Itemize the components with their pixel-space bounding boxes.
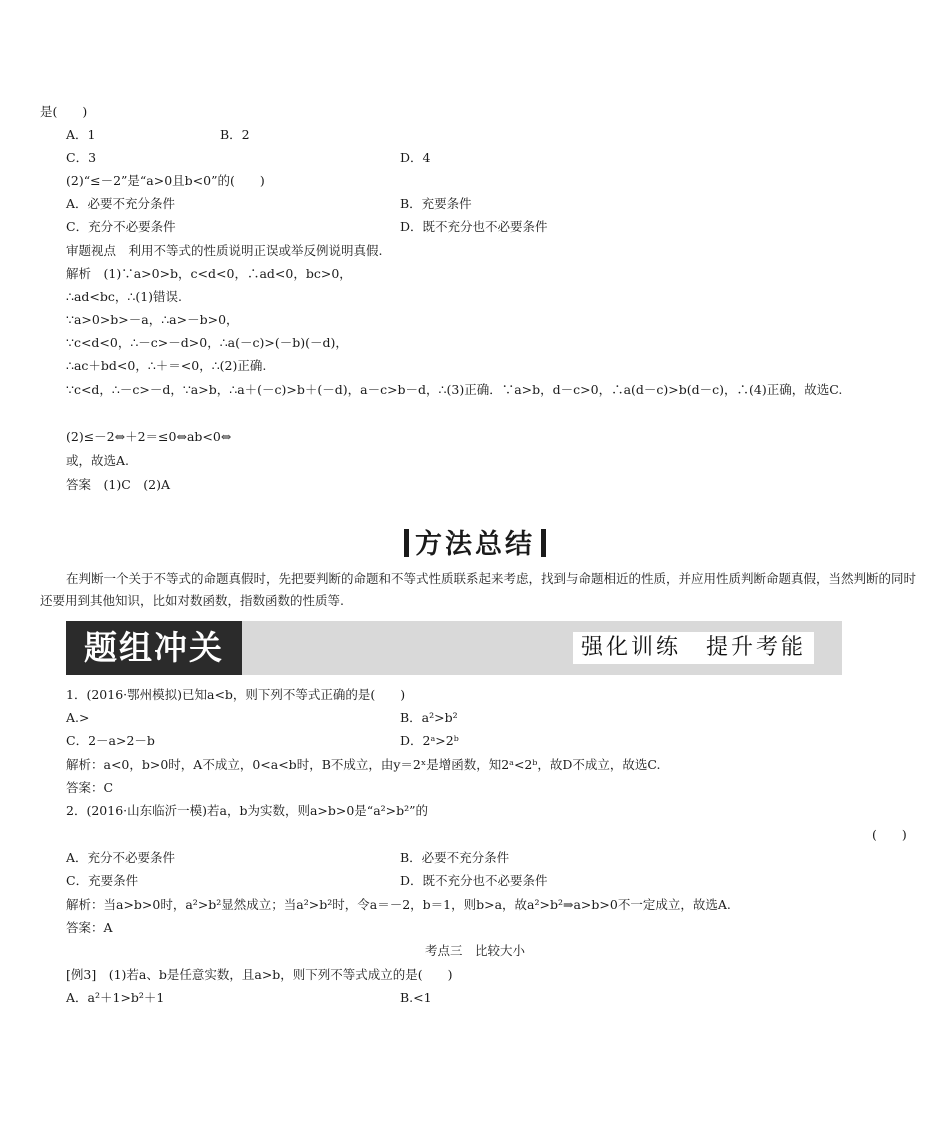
analysis-line: (2)≤－2⇔＋2＝≤0⇔ab<0⇔ [66, 429, 232, 444]
analysis-line: 解析 (1)∵a>0>b，c<d<0，∴ad<0，bc>0， [66, 266, 352, 281]
option-c: C．充分不必要条件 [66, 219, 176, 234]
option-a: A．必要不充分条件 [66, 196, 176, 211]
option-b: B．充要条件 [400, 196, 472, 211]
option-a: A．充分不必要条件 [66, 850, 176, 865]
question-stem-tail: 是( ) [40, 104, 88, 119]
option-a: A．1 [66, 127, 96, 142]
option-a: A.> [66, 710, 90, 725]
option-d: D．既不充分也不必要条件 [400, 219, 548, 234]
heading-bar-left [404, 529, 409, 557]
answer-line: 答案 (1)C (2)A [66, 477, 171, 492]
option-d: D．既不充分也不必要条件 [400, 873, 548, 888]
question-1-stem: 1．(2016·鄂州模拟)已知a<b，则下列不等式正确的是( ) [66, 687, 406, 702]
practice-banner-title: 题组冲关 [66, 621, 242, 675]
option-c: C．充要条件 [66, 873, 139, 888]
option-c: C．3 [66, 150, 97, 165]
option-d: D．2ᵃ>2ᵇ [400, 733, 459, 748]
question-2-stem: (2)“≤－2”是“a>0且b<0”的( ) [66, 173, 265, 188]
option-c: C．2－a>2－b [66, 733, 155, 748]
method-summary-title: 方法总结 [415, 529, 535, 560]
example-stem: [例3] (1)若a、b是任意实数，且a>b，则下列不等式成立的是( ) [66, 967, 453, 982]
answer-paren: ( ) [872, 827, 907, 842]
practice-banner [66, 621, 842, 675]
method-summary-text: 在判断一个关于不等式的命题真假时，先把要判断的命题和不等式性质联系起来考虑，找到与命题相近的性质，并应用性质判断命题真假，当然判断的同时还要用到其他知识，比如对数函数，指数函数的性质等. [40, 571, 917, 608]
review-viewpoint: 审题视点 利用不等式的性质说明正误或举反例说明真假. [66, 243, 383, 258]
heading-bar-right [541, 529, 546, 557]
analysis-paragraph: ∵c<d，∴－c>－d，∵a>b，∴a＋(－c)>b＋(－d)，a－c>b－d，∴(3)正确．∵a>b，d－c>0，∴a(d－c)>b(d－c)，∴(4)正确，故选C. [66, 382, 843, 397]
method-summary-heading [0, 522, 950, 561]
section-heading: 考点三 比较大小 [424, 943, 525, 958]
analysis-line: ∵c<d<0，∴－c>－d>0，∴a(－c)>(－b)(－d)， [66, 335, 348, 350]
analysis-line: ∴ad<bc，∴(1)错误. [66, 289, 183, 304]
analysis-line: 解析：a<0，b>0时，A不成立，0<a<b时，B不成立，由y＝2ˣ是增函数，知2ᵃ<2ᵇ，故D不成立，故选C. [66, 757, 661, 772]
analysis-line: 或，故选A. [66, 453, 130, 468]
option-b: B.<1 [400, 990, 432, 1005]
analysis-line: 解析：当a>b>0时，a²>b²显然成立；当a²>b²时，令a＝－2，b＝1，则b>a，故a²>b²⇒a>b>0不一定成立，故选A. [66, 897, 731, 912]
question-2-stem: 2．(2016·山东临沂一模)若a，b为实数，则a>b>0是“a²>b²”的 [66, 803, 429, 818]
option-b: B．必要不充分条件 [400, 850, 510, 865]
practice-banner-subtitle: 强化训练 提升考能 [573, 632, 814, 664]
analysis-line: ∴ac＋bd<0，∴＋＝<0，∴(2)正确. [66, 358, 267, 373]
answer-line: 答案：C [66, 780, 114, 795]
option-d: D．4 [400, 150, 431, 165]
option-b: B．2 [220, 127, 250, 142]
analysis-line: ∵a>0>b>－a，∴a>－b>0， [66, 312, 239, 327]
answer-line: 答案：A [66, 920, 113, 935]
option-b: B．a²>b² [400, 710, 458, 725]
option-a: A．a²＋1>b²＋1 [66, 990, 165, 1005]
